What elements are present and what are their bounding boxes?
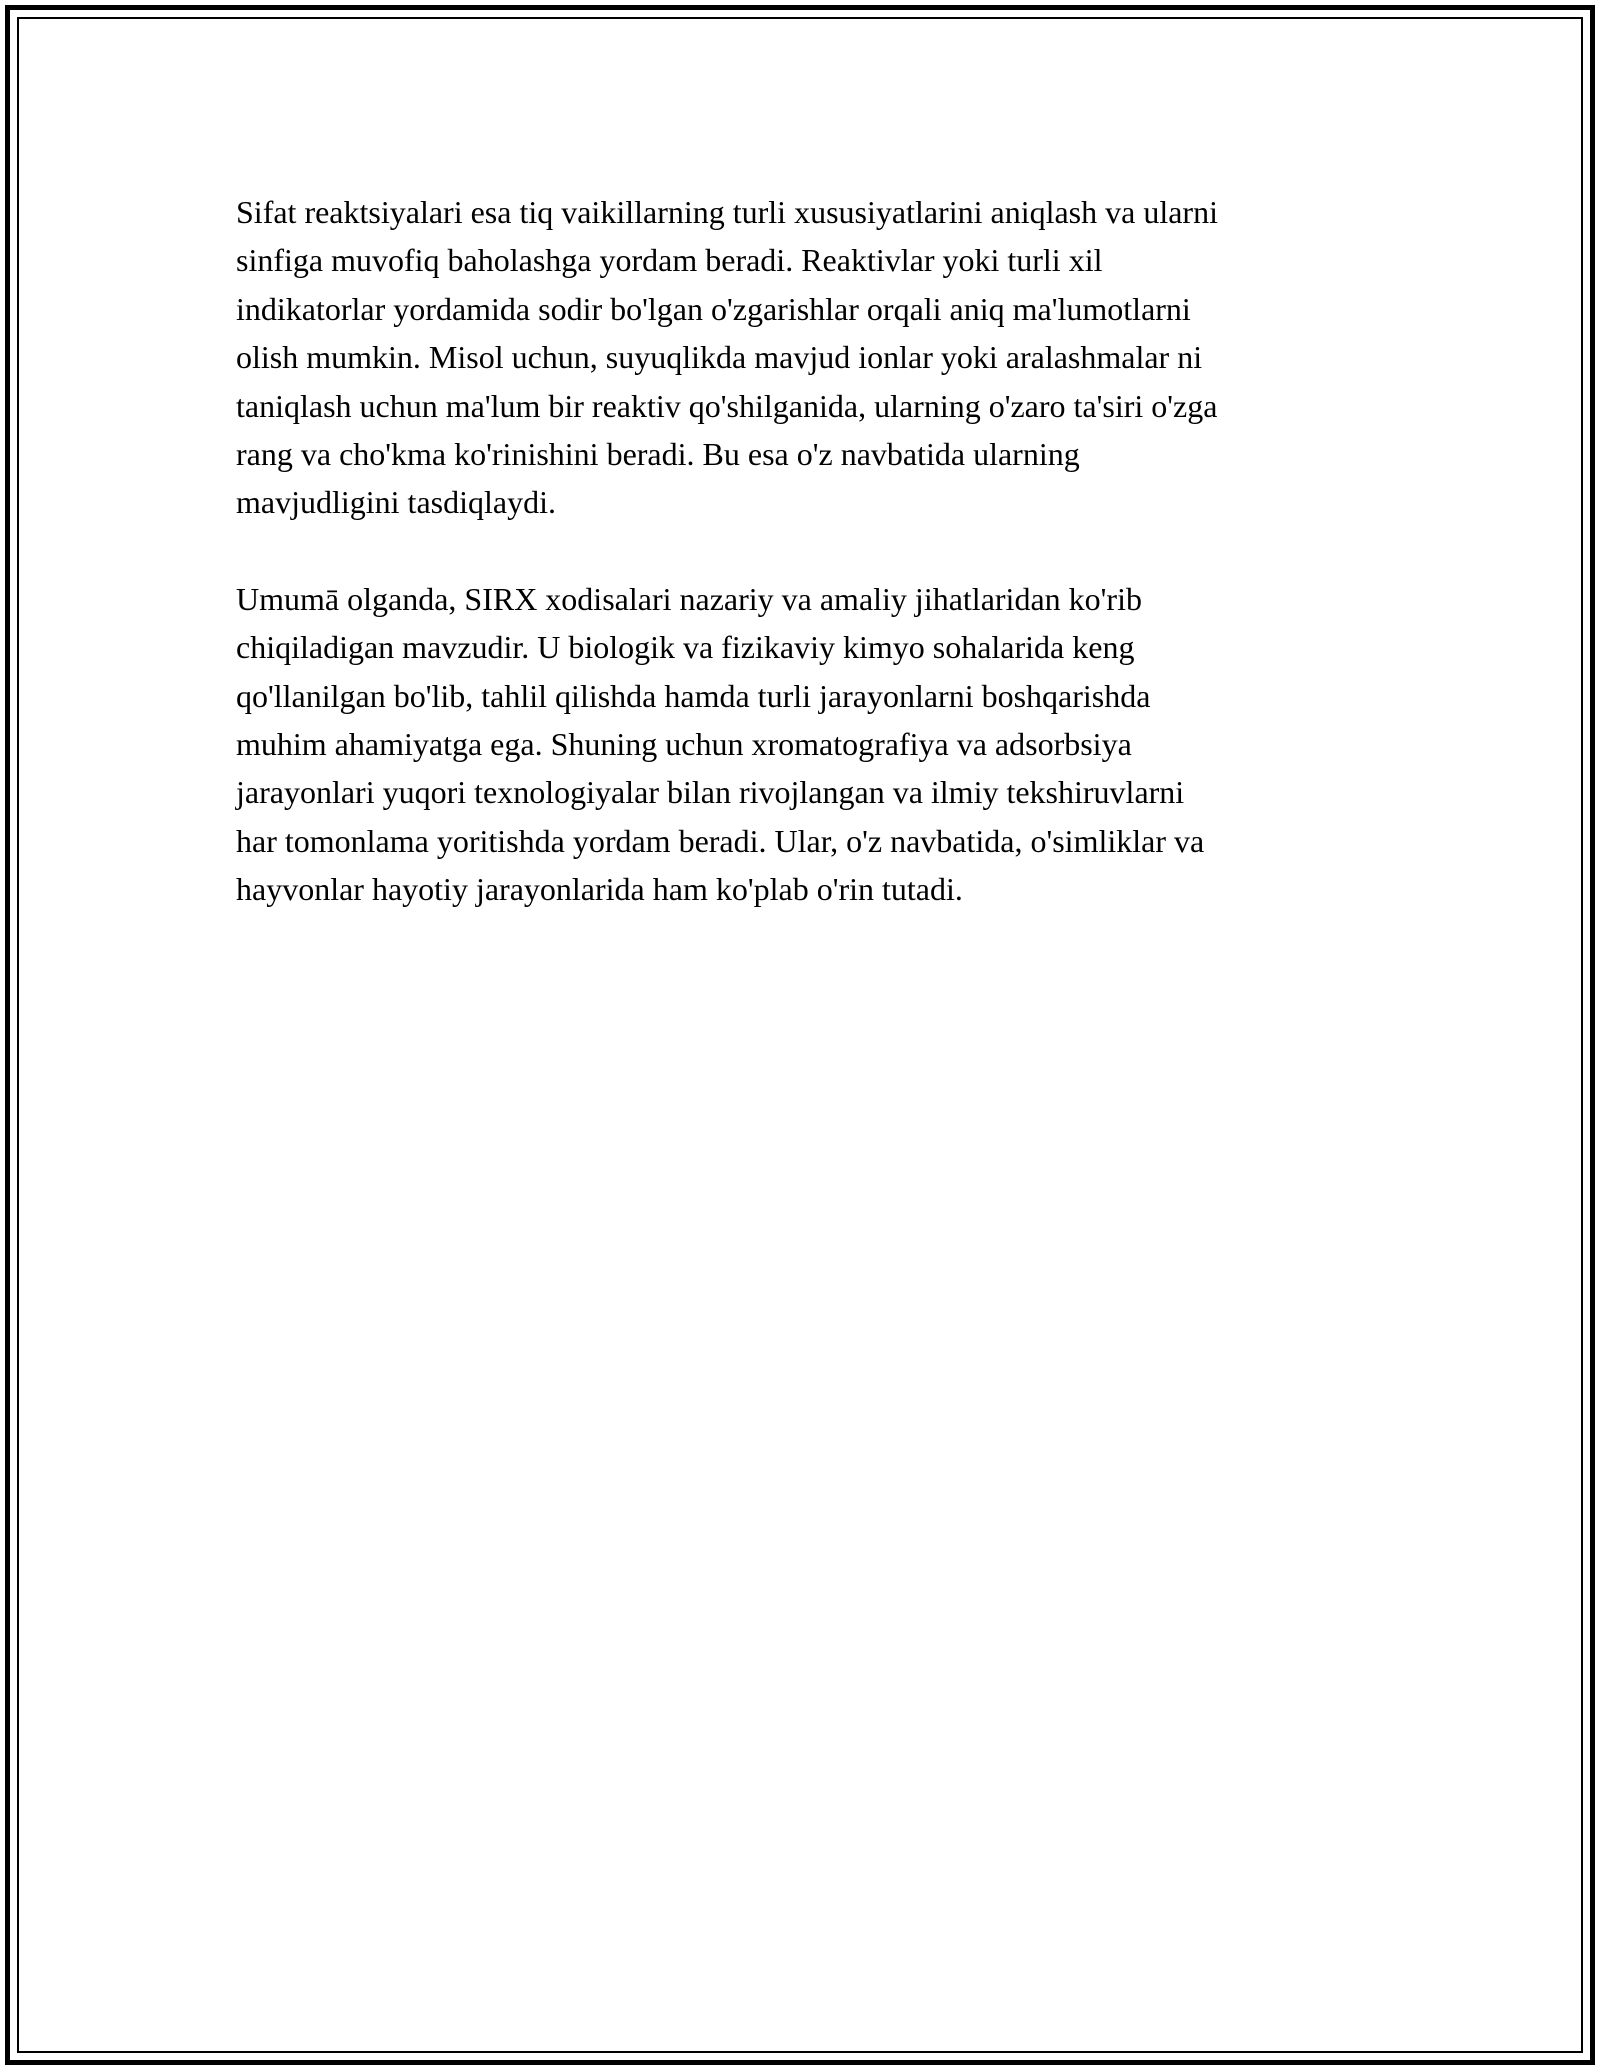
text-line: taniqlash uchun ma'lum bir reaktiv qo'shilganida, ularning o'zaro ta'siri o'zga	[236, 387, 1218, 424]
text-line: jarayonlari yuqori texnologiyalar bilan rivojlangan va ilmiy tekshiruvlarni	[236, 774, 1185, 811]
text-line: mavjudligini tasdiqlaydi.	[236, 484, 556, 521]
text-line: muhim ahamiyatga ega. Shuning uchun xromatografiya va adsorbsiya	[236, 726, 1132, 763]
text-line: sinfiga muvofiq baholashga yordam beradi. Reaktivlar yoki turli xil	[236, 242, 1103, 279]
text-line: hayvonlar hayotiy jarayonlarida ham ko'plab o'rin tutadi.	[236, 871, 963, 908]
paragraph-conclusion	[236, 575, 1376, 914]
document-body	[236, 188, 1376, 914]
text-line: olish mumkin. Misol uchun, suyuqlikda mavjud ionlar yoki aralashmalar ni	[236, 339, 1203, 376]
text-line: Umumā olganda, SIRX xodisalari nazariy va amaliy jihatlaridan ko'rib	[236, 580, 1142, 617]
text-line: chiqiladigan mavzudir. U biologik va fizikaviy kimyo sohalarida keng	[236, 629, 1135, 666]
text-line: Sifat reaktsiyalari esa tiq vaikillarning turli xususiyatlarini aniqlash va ularni	[236, 194, 1218, 230]
text-line: indikatorlar yordamida sodir bo'lgan o'zgarishlar orqali aniq ma'lumotlarni	[236, 290, 1191, 327]
text-line: rang va cho'kma ko'rinishini beradi. Bu esa o'z navbatida ularning	[236, 436, 1080, 473]
text-line: har tomonlama yoritishda yordam beradi. Ular, o'z navbatida, o'simliklar va	[236, 822, 1205, 859]
paragraph-qualitative-reactions	[236, 188, 1376, 527]
text-line: qo'llanilgan bo'lib, tahlil qilishda hamda turli jarayonlarni boshqarishda	[236, 677, 1151, 714]
